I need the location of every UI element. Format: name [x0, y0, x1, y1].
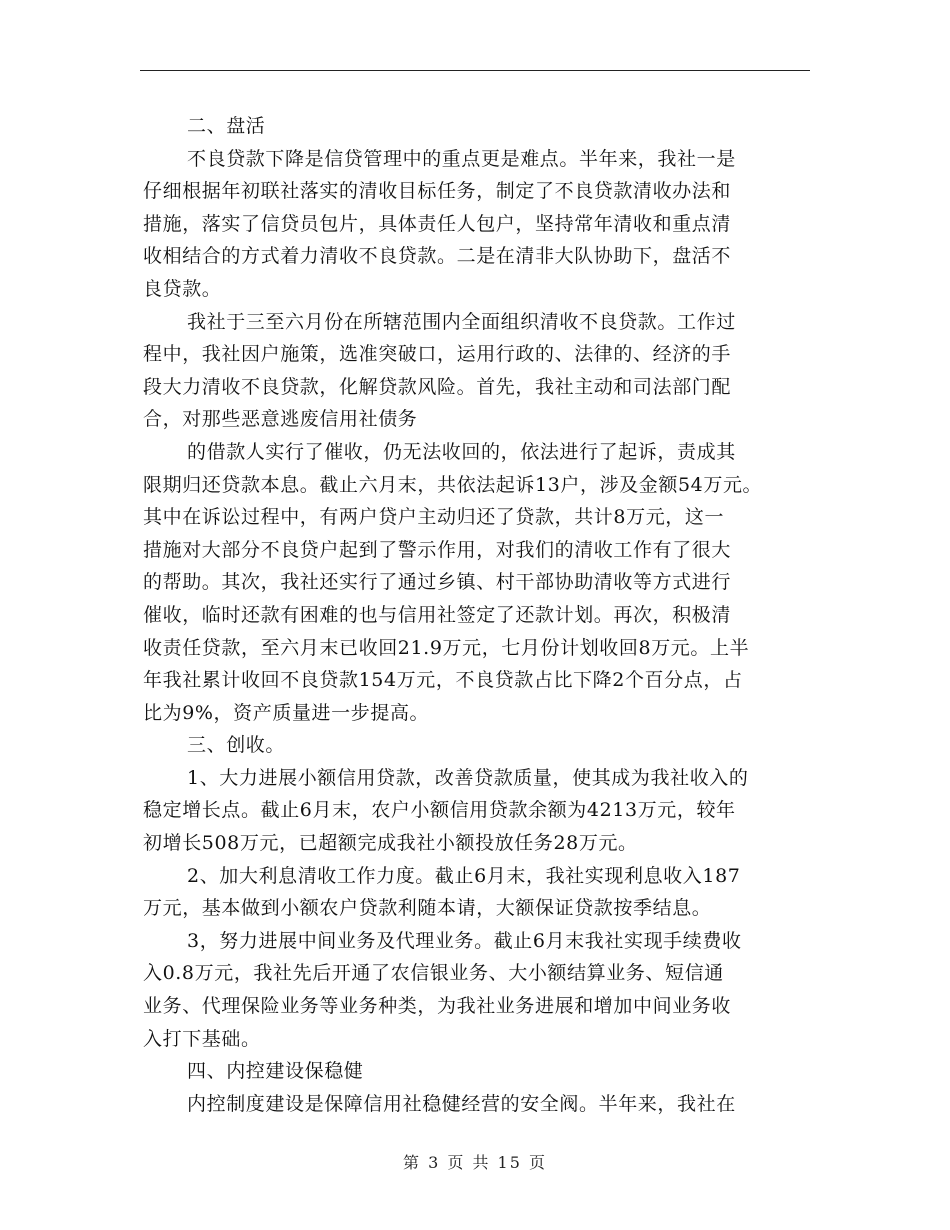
text-line: 段大力清收不良贷款，化解贷款风险。首先，我社主动和司法部门配 [143, 375, 732, 398]
text-line: 收责任贷款，至六月末已收回21.9万元，七月份计划收回8万元。上半 [143, 636, 750, 659]
text-line: 入0.8万元，我社先后开通了农信银业务、大小额结算业务、短信通 [143, 962, 724, 985]
document-body [143, 110, 823, 1120]
text-line: 程中，我社因户施策，选准突破口，运用行政的、法律的、经济的手 [143, 343, 732, 366]
text-line: 不良贷款下降是信贷管理中的重点更是难点。半年来，我社一是 [187, 147, 736, 170]
text-line: 良贷款。 [143, 277, 222, 300]
text-line: 其中在诉讼过程中，有两户贷户主动归还了贷款，共计8万元，这一 [143, 506, 725, 529]
text-line: 收相结合的方式着力清收不良贷款。二是在清非大队协助下，盘活不 [143, 245, 732, 268]
text-line: 仔细根据年初联社落实的清收目标任务，制定了不良贷款清收办法和 [143, 180, 732, 203]
page-number: 第 3 页 共 15 页 [403, 1153, 547, 1172]
text-line: 限期归还贷款本息。截止六月末，共依法起诉13户，涉及金额54万元。 [143, 473, 763, 496]
text-line: 的借款人实行了催收，仍无法收回的，依法进行了起诉，责成其 [187, 440, 736, 463]
text-line: 我社于三至六月份在所辖范围内全面组织清收不良贷款。工作过 [187, 310, 736, 333]
text-line: 合，对那些恶意逃废信用社债务 [143, 408, 418, 431]
text-line: 3，努力进展中间业务及代理业务。截止6月末我社实现手续费收 [187, 929, 742, 952]
text-line: 三、创收。 [187, 734, 286, 757]
text-line: 2、加大利息清收工作力度。截止6月末，我社实现利息收入187 [187, 864, 741, 887]
text-line: 业务、代理保险业务等业务种类，为我社业务进展和增加中间业务收 [143, 995, 732, 1018]
header-rule [140, 70, 810, 71]
text-line: 初增长508万元，已超额完成我社小额投放任务28万元。 [143, 832, 638, 855]
text-line: 年我社累计收回不良贷款154万元，不良贷款占比下降2个百分点，占 [143, 669, 743, 692]
text-line: 比为9%，资产质量进一步提高。 [143, 701, 430, 724]
text-line: 稳定增长点。截止6月末，农户小额信用贷款余额为4213万元，较年 [143, 799, 736, 822]
text-line: 措施对大部分不良贷户起到了警示作用，对我们的清收工作有了很大 [143, 538, 732, 561]
text-line: 催收，临时还款有困难的也与信用社签定了还款计划。再次，积极清 [143, 603, 732, 626]
text-line: 内控制度建设是保障信用社稳健经营的安全阀。半年来，我社在 [187, 1092, 736, 1115]
text-line: 的帮助。其次，我社还实行了通过乡镇、村干部协助清收等方式进行 [143, 571, 732, 594]
text-line: 入打下基础。 [143, 1027, 261, 1050]
text-line: 二、盘活 [187, 115, 266, 137]
text-line: 措施，落实了信贷员包片，具体责任人包户，坚持常年清收和重点清 [143, 212, 732, 235]
text-line: 万元，基本做到小额农户贷款利随本请，大额保证贷款按季结息。 [143, 897, 712, 920]
text-line: 1、大力进展小额信用贷款，改善贷款质量，使其成为我社收入的 [187, 766, 749, 789]
text-line: 四、内控建设保稳健 [187, 1060, 364, 1083]
